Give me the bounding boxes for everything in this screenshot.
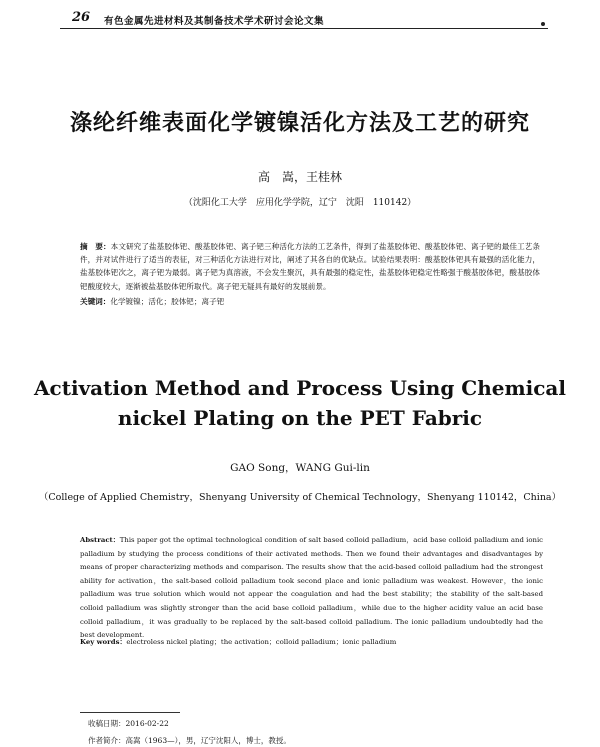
chinese-keywords-label: 关键词： bbox=[80, 297, 111, 306]
chinese-abstract-text: 本文研究了盐基胶体钯、酸基胶体钯、离子钯三种活化方法的工艺条件，得到了盐基胶体钯、酸基胶体钯、离子钯的最佳工艺条件，并对试件进行了适当的表征，对三种活化方法进行对比，阐述了其各自的优缺点。试验结果表明：酸基胶体钯具有最强的活化能力，盐基胶体钯次之，离子钯为最弱。离子钯为真溶液，不会发生聚沉，具有最强的稳定性，盐基胶体钯稳定性略强于酸基胶体钯，酸基胶体钯酸度较大，逐渐被盐基胶体钯所取代。离子钯无疑具有最好的发展前景。 bbox=[80, 242, 540, 291]
english-keywords bbox=[80, 636, 543, 646]
footnote-rule bbox=[80, 712, 180, 713]
chinese-affiliation: （沈阳化工大学 应用化学学院，辽宁 沈阳 110142） bbox=[183, 198, 417, 208]
english-abstract-label: Abstract： bbox=[80, 536, 120, 544]
english-affiliation: （College of Applied Chemistry，Shenyang University of Chemical Technology，Shenyang 110142，China） bbox=[38, 492, 562, 503]
chinese-keywords-text: 化学镀镍；活化；胶体钯；离子钯 bbox=[110, 297, 225, 306]
page-number: 26 bbox=[72, 10, 91, 25]
chinese-title: 涤纶纤维表面化学镀镍活化方法及工艺的研究 bbox=[69, 110, 530, 136]
chinese-authors: 高 嵩，王桂林 bbox=[257, 170, 342, 184]
english-title-line2: nickel Plating on the PET Fabric bbox=[117, 406, 483, 430]
english-keywords-text: electroless nickel plating；the activation；colloid palladium；ionic palladium bbox=[126, 638, 397, 646]
english-keywords-label: Key words： bbox=[80, 638, 127, 646]
header-rule bbox=[60, 28, 548, 29]
author-info: 作者简介：高嵩（1963—），男，辽宁沈阳人，博士，教授。 bbox=[88, 736, 291, 745]
received-date: 收稿日期：2016-02-22 bbox=[88, 719, 169, 728]
english-authors: GAO Song，WANG Gui-lin bbox=[230, 462, 370, 474]
proceedings-title: 有色金属先进材料及其制备技术学术研讨会论文集 bbox=[104, 16, 325, 27]
chinese-abstract-label: 摘 要： bbox=[80, 242, 111, 251]
english-title bbox=[0, 373, 600, 433]
chinese-keywords bbox=[80, 296, 540, 307]
english-abstract-text: This paper got the optimal technological condition of salt based colloid palladium，acid base colloid palladium and ionic palladium by studying the process conditions of their activated methods. Then we found their advantages and disadvantages by means of proper characterizing methods and comparison. The results show that the acid-based colloid palladium had the strongest ability for activation，the salt-based colloid palladium took second place and ionic palladium was weakest. However，the ionic palladium was true solution which would not appear the coagulation and had the best stability；the stability of the salt-based colloid palladium was slightly stronger than the acid base colloid palladium，while due to the higher acidity value an acid base colloid palladium，it was gradually to be replaced by the salt-based colloid palladium. The ionic palladium undoubtedly had the best development. bbox=[80, 536, 544, 640]
english-abstract bbox=[80, 534, 543, 643]
corner-dot bbox=[541, 22, 545, 26]
english-title-line1: Activation Method and Process Using Chemical bbox=[34, 376, 566, 400]
chinese-abstract bbox=[80, 240, 540, 293]
